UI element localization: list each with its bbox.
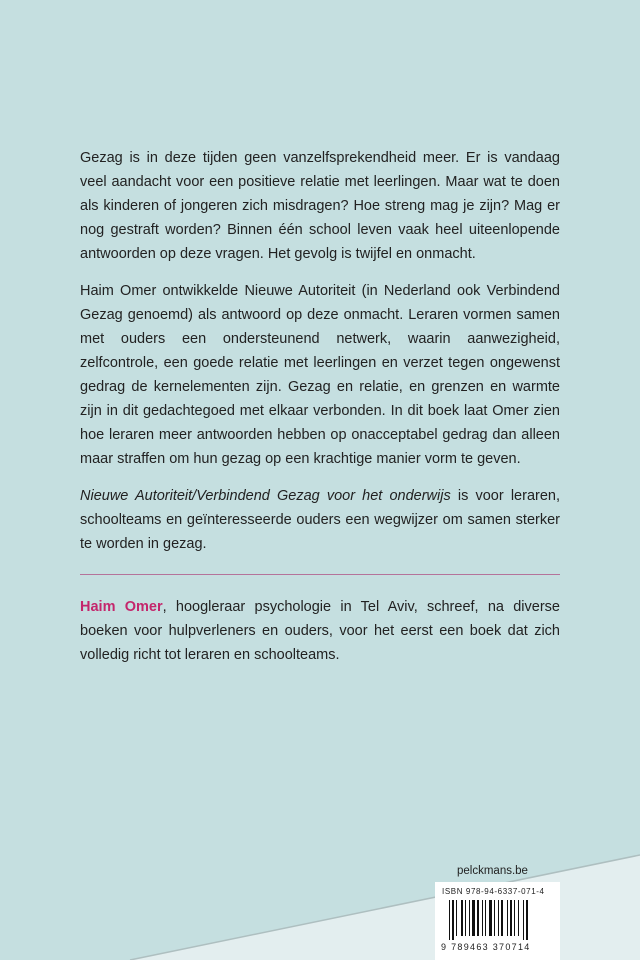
audience-text: is voor leraren, schoolteams en geïnteresseerde ouders een wegwijzer om samen sterker te worden in gezag.	[80, 488, 560, 552]
barcode-bar	[456, 900, 457, 936]
author-bio-text: , hoogleraar psychologie in Tel Aviv, schreef, na diverse boeken voor hulpverleners en ouders, voor het eerst een boek dat zich volledig richt tot leraren en schoolteams.	[80, 599, 560, 663]
description-paragraph: Haim Omer ontwikkelde Nieuwe Autoriteit (in Nederland ook Verbindend Gezag genoemd) als antwoord op deze onmacht. Leraren vormen samen met ouders een ondersteunend netwerk, waarin aanwezigheid, zelfcontrole, een goede relatie met leerlingen en verzet tegen ongewenst gedrag de kernelementen zijn. Gezag en relatie, en grenzen en warmte zijn in dit gedachtegoed met elkaar verbonden. In dit boek laat Omer zien hoe leraren meer antwoorden hebben op onacceptabel gedrag dan alleen maar straffen om hun gezag op een krachtige manier vorm te geven.	[80, 283, 560, 467]
barcode-bar	[526, 900, 528, 940]
barcode-bar	[469, 900, 470, 936]
barcode-bar	[494, 900, 495, 936]
barcode-bar	[472, 900, 475, 936]
barcode-bar	[489, 900, 492, 936]
isbn-barcode	[435, 882, 560, 960]
divider	[80, 574, 560, 575]
barcode-bar	[518, 900, 519, 936]
barcode-bar	[498, 900, 499, 936]
book-title: Nieuwe Autoriteit/Verbindend Gezag voor het onderwijs	[80, 488, 451, 504]
audience-paragraph	[80, 484, 560, 556]
barcode-bars	[449, 900, 549, 940]
publisher-url: pelckmans.be	[457, 865, 528, 877]
barcode-bar	[449, 900, 450, 940]
intro-paragraph: Gezag is in deze tijden geen vanzelfsprekendheid meer. Er is vandaag veel aandacht voor een positieve relatie met leerlingen. Maar wat te doen als kinderen of jongeren zich misdragen? Hoe streng mag je zijn? Mag er nog gestraft worden? Binnen één school leven vaak heel uiteenlopende antwoorden op deze vragen. Het gevolg is twijfel en onmacht.	[80, 150, 560, 262]
barcode-bar	[514, 900, 515, 936]
barcode-bar	[461, 900, 463, 936]
text-column	[80, 146, 560, 680]
barcode-bar	[510, 900, 512, 936]
barcode-bar	[465, 900, 466, 936]
barcode-bar	[482, 900, 483, 936]
barcode-bar	[501, 900, 503, 936]
barcode-bar	[507, 900, 508, 936]
barcode-bar	[477, 900, 479, 936]
isbn-label: ISBN 978-94-6337-071-4	[442, 887, 545, 896]
barcode-digits: 9 789463 370714	[441, 942, 531, 952]
barcode-bar	[523, 900, 524, 940]
author-name: Haim Omer	[80, 599, 163, 615]
author-bio	[80, 595, 560, 667]
barcode-bar	[485, 900, 486, 936]
barcode-bar	[452, 900, 454, 940]
